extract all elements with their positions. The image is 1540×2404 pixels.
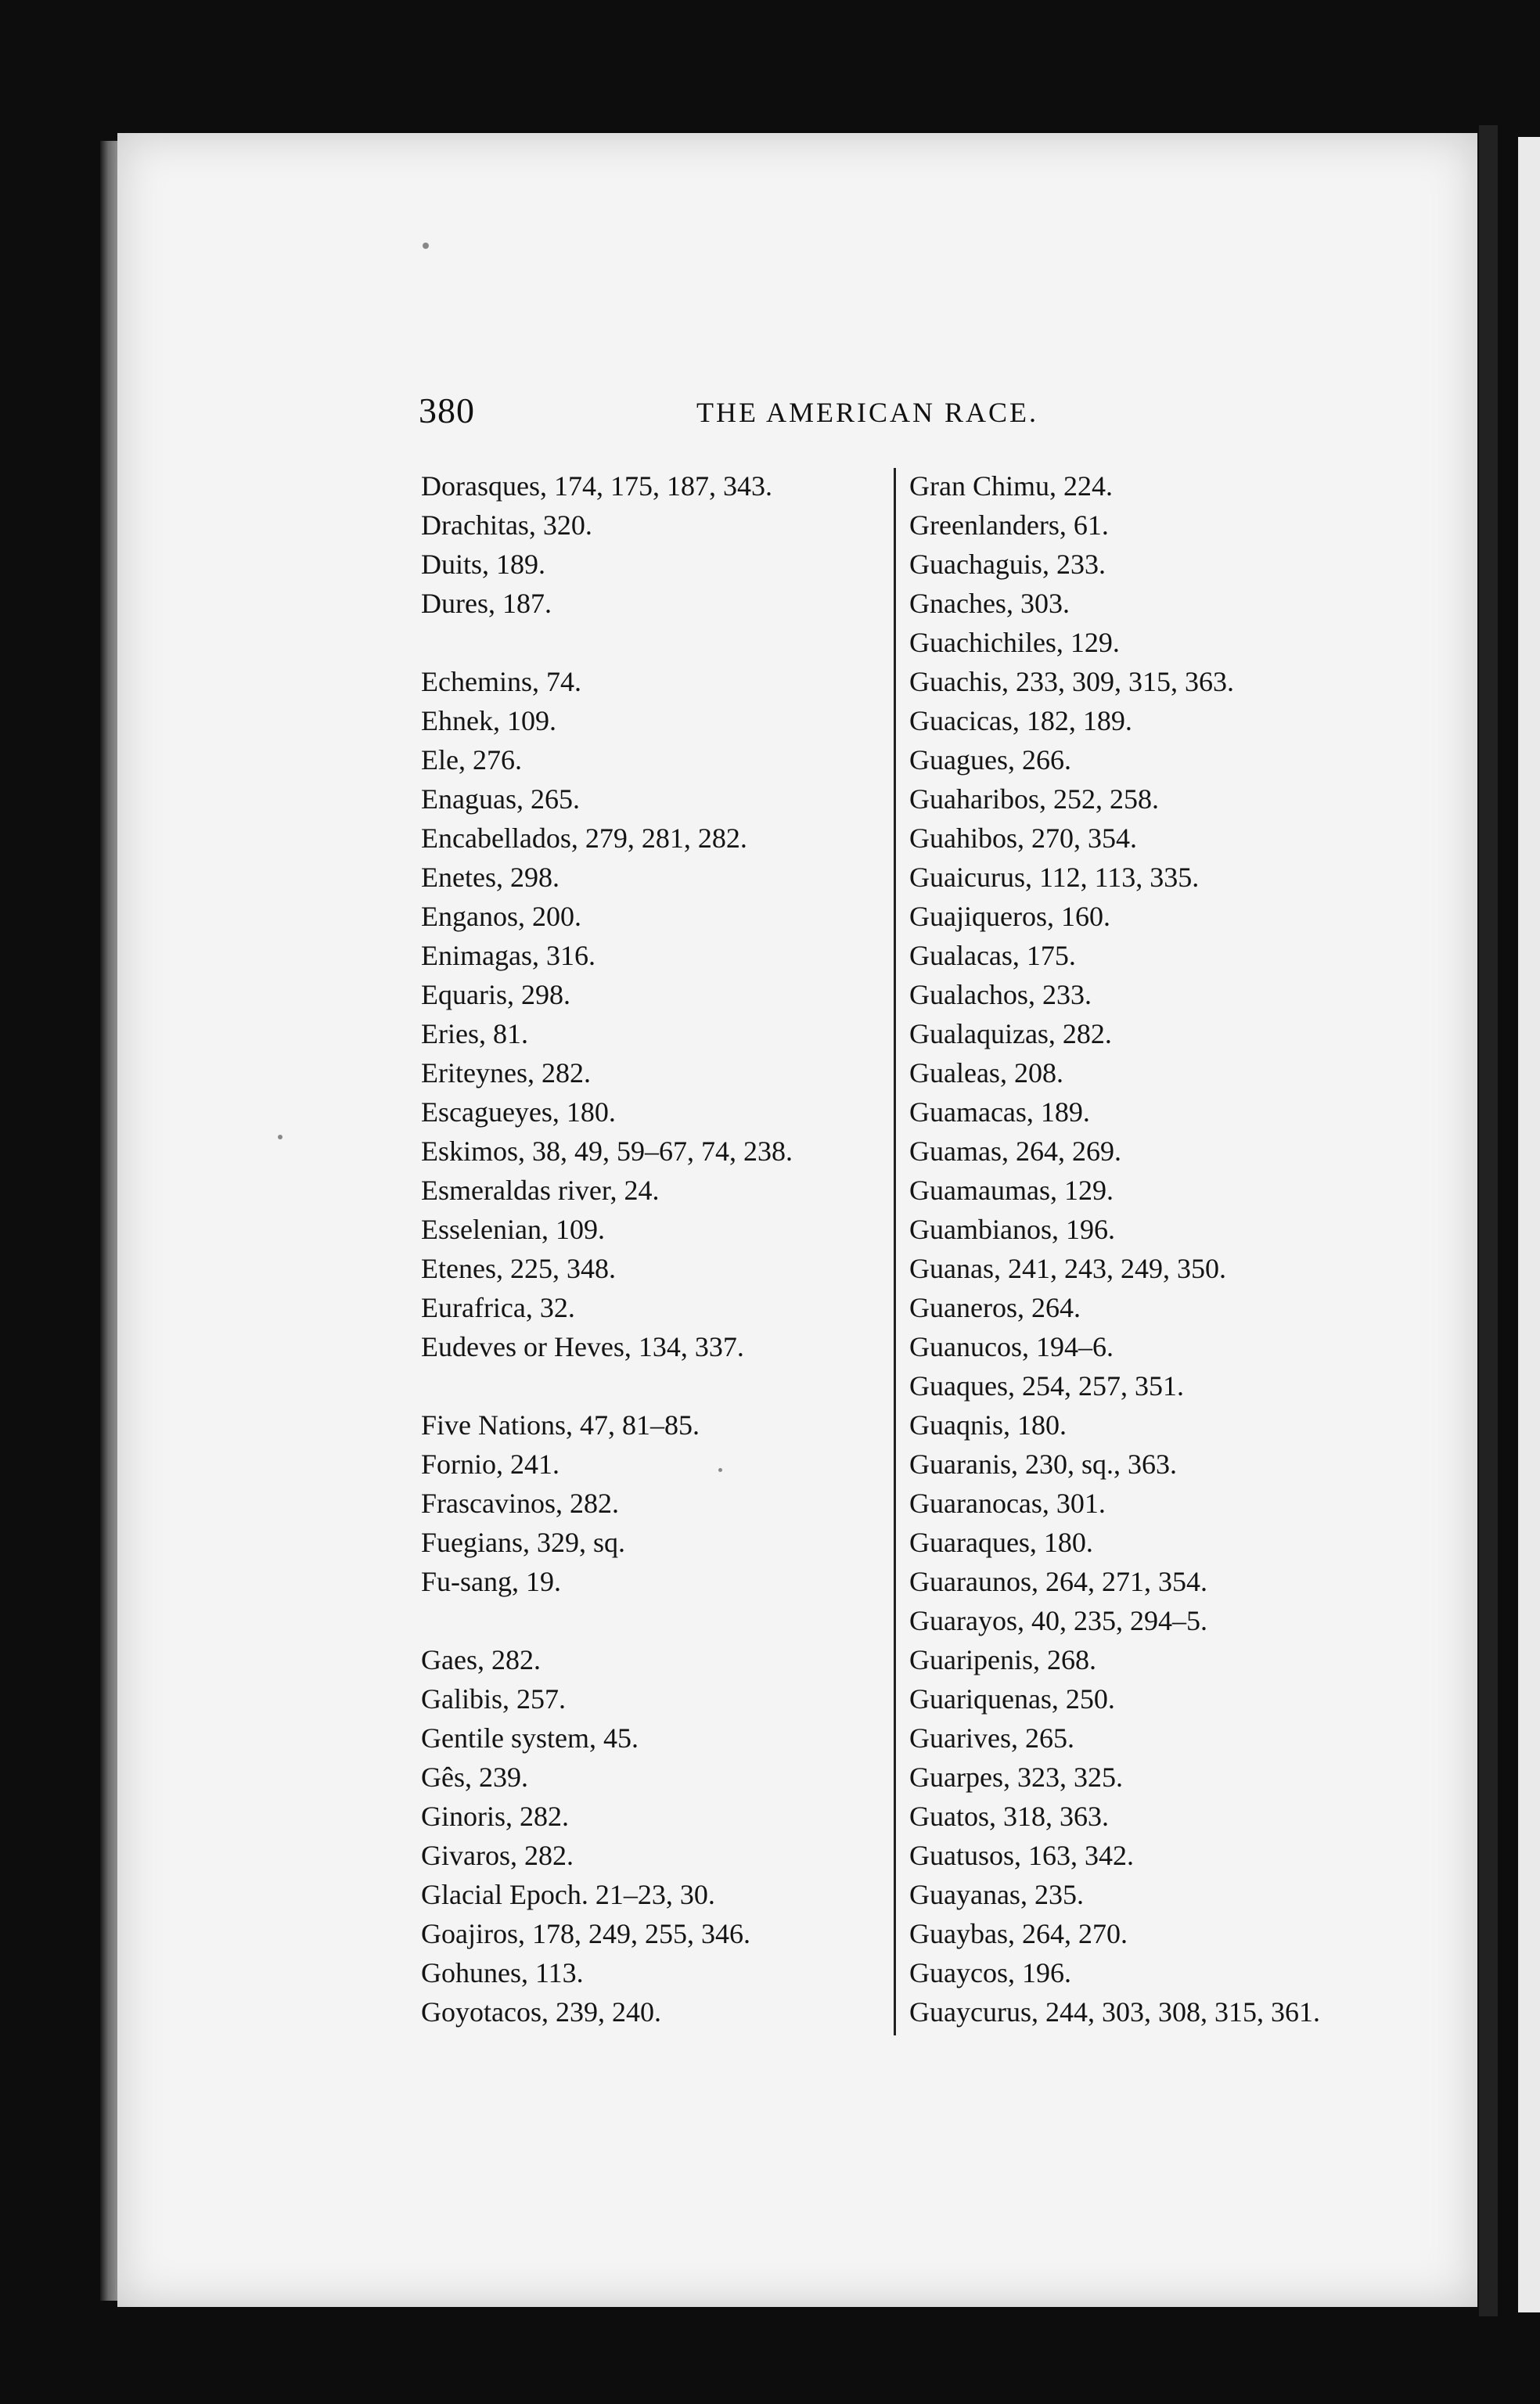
index-entry: Drachitas, 320. — [421, 509, 592, 541]
index-entry: Eskimos, 38, 49, 59–67, 74, 238. — [421, 1135, 793, 1167]
index-entry: Guatos, 318, 363. — [909, 1801, 1109, 1832]
index-entry: Guachichiles, 129. — [909, 627, 1120, 658]
index-entry: Gohunes, 113. — [421, 1957, 584, 1988]
index-entry: Guacicas, 182, 189. — [909, 705, 1132, 736]
index-entry: Eries, 81. — [421, 1018, 528, 1049]
index-entry: Guaraunos, 264, 271, 354. — [909, 1566, 1207, 1597]
index-entry: Guanucos, 194–6. — [909, 1331, 1114, 1362]
index-entry: Guagues, 266. — [909, 744, 1071, 776]
index-entry: Eurafrica, 32. — [421, 1292, 575, 1323]
index-entry: Equaris, 298. — [421, 979, 570, 1010]
index-entry: Galibis, 257. — [421, 1683, 566, 1715]
index-entry: Gaes, 282. — [421, 1644, 541, 1675]
index-entry: Guachaguis, 233. — [909, 549, 1106, 580]
index-entry: Dures, 187. — [421, 588, 552, 619]
index-column-left — [421, 466, 875, 2032]
letter-group-gap — [421, 623, 875, 662]
index-entry: Enetes, 298. — [421, 862, 560, 893]
index-entry: Eudeves or Heves, 134, 337. — [421, 1331, 744, 1362]
index-entry: Gualachos, 233. — [909, 979, 1092, 1010]
index-entry: Guambianos, 196. — [909, 1214, 1115, 1245]
index-entry: Guaycos, 196. — [909, 1957, 1071, 1988]
index-entry: Echemins, 74. — [421, 666, 581, 697]
index-entry: Guaripenis, 268. — [909, 1644, 1096, 1675]
index-entry: Gualaquizas, 282. — [909, 1018, 1112, 1049]
index-entry: Enganos, 200. — [421, 901, 581, 932]
index-entry: Etenes, 225, 348. — [421, 1253, 616, 1284]
index-entry: Fuegians, 329, sq. — [421, 1527, 625, 1558]
index-entry: Guachis, 233, 309, 315, 363. — [909, 666, 1234, 697]
facing-page-edge — [1518, 137, 1540, 2312]
index-entry: Guaques, 254, 257, 351. — [909, 1370, 1184, 1402]
index-entry: Gês, 239. — [421, 1762, 528, 1793]
index-entry: Escagueyes, 180. — [421, 1096, 616, 1128]
index-entry: Encabellados, 279, 281, 282. — [421, 822, 747, 854]
index-entry: Frascavinos, 282. — [421, 1488, 619, 1519]
index-entry: Gualacas, 175. — [909, 940, 1076, 971]
index-entry: Guaycurus, 244, 303, 308, 315, 361. — [909, 1996, 1320, 2028]
index-entry: Enaguas, 265. — [421, 783, 580, 815]
index-entry: Gnaches, 303. — [909, 588, 1070, 619]
index-entry: Five Nations, 47, 81–85. — [421, 1409, 700, 1441]
index-entry: Guaharibos, 252, 258. — [909, 783, 1159, 815]
index-entry: Guamaumas, 129. — [909, 1175, 1114, 1206]
index-entry: Gualeas, 208. — [909, 1057, 1063, 1089]
index-entry: Ele, 276. — [421, 744, 522, 776]
index-entry: Ginoris, 282. — [421, 1801, 569, 1832]
index-entry: Eriteynes, 282. — [421, 1057, 591, 1089]
facing-page-gutter — [1479, 125, 1498, 2316]
dust-speck — [278, 1135, 282, 1139]
index-entry: Givaros, 282. — [421, 1840, 574, 1871]
index-entry: Gran Chimu, 224. — [909, 470, 1113, 502]
index-entry: Guaneros, 264. — [909, 1292, 1081, 1323]
index-entry: Guajiqueros, 160. — [909, 901, 1110, 932]
index-entry: Greenlanders, 61. — [909, 509, 1109, 541]
index-entry: Guanas, 241, 243, 249, 350. — [909, 1253, 1226, 1284]
letter-group-gap — [421, 1601, 875, 1640]
running-head — [419, 390, 1201, 437]
index-entry: Guayanas, 235. — [909, 1879, 1084, 1910]
index-entry: Glacial Epoch. 21–23, 30. — [421, 1879, 715, 1910]
index-entry: Esselenian, 109. — [421, 1214, 605, 1245]
index-entry: Guahibos, 270, 354. — [909, 822, 1137, 854]
index-entry: Gentile system, 45. — [421, 1722, 639, 1754]
index-entry: Guamacas, 189. — [909, 1096, 1090, 1128]
index-entry: Dorasques, 174, 175, 187, 343. — [421, 470, 772, 502]
index-entry: Enimagas, 316. — [421, 940, 595, 971]
running-title: THE AMERICAN RACE. — [696, 397, 1039, 428]
index-entry: Guamas, 264, 269. — [909, 1135, 1121, 1167]
dust-speck — [423, 243, 429, 249]
index-entry: Guatusos, 163, 342. — [909, 1840, 1134, 1871]
index-entry: Guaraques, 180. — [909, 1527, 1093, 1558]
letter-group-gap — [421, 1366, 875, 1405]
index-entry: Guaybas, 264, 270. — [909, 1918, 1128, 1949]
column-divider — [894, 468, 896, 2035]
index-entry: Guaqnis, 180. — [909, 1409, 1067, 1441]
index-entry: Goajiros, 178, 249, 255, 346. — [421, 1918, 750, 1949]
index-entry: Goyotacos, 239, 240. — [421, 1996, 661, 2028]
index-entry: Duits, 189. — [421, 549, 546, 580]
index-entry: Guaranis, 230, sq., 363. — [909, 1449, 1177, 1480]
index-entry: Guaicurus, 112, 113, 335. — [909, 862, 1200, 893]
index-entry: Esmeraldas river, 24. — [421, 1175, 660, 1206]
index-entry: Guarpes, 323, 325. — [909, 1762, 1123, 1793]
index-entry: Ehnek, 109. — [421, 705, 556, 736]
index-entry: Guarayos, 40, 235, 294–5. — [909, 1605, 1207, 1636]
index-entry: Fornio, 241. — [421, 1449, 560, 1480]
page-number: 380 — [419, 390, 475, 430]
index-column-right — [909, 466, 1410, 2032]
index-entry: Guariquenas, 250. — [909, 1683, 1115, 1715]
index-entry: Guaranocas, 301. — [909, 1488, 1106, 1519]
index-entry: Guarives, 265. — [909, 1722, 1074, 1754]
index-entry: Fu-sang, 19. — [421, 1566, 561, 1597]
